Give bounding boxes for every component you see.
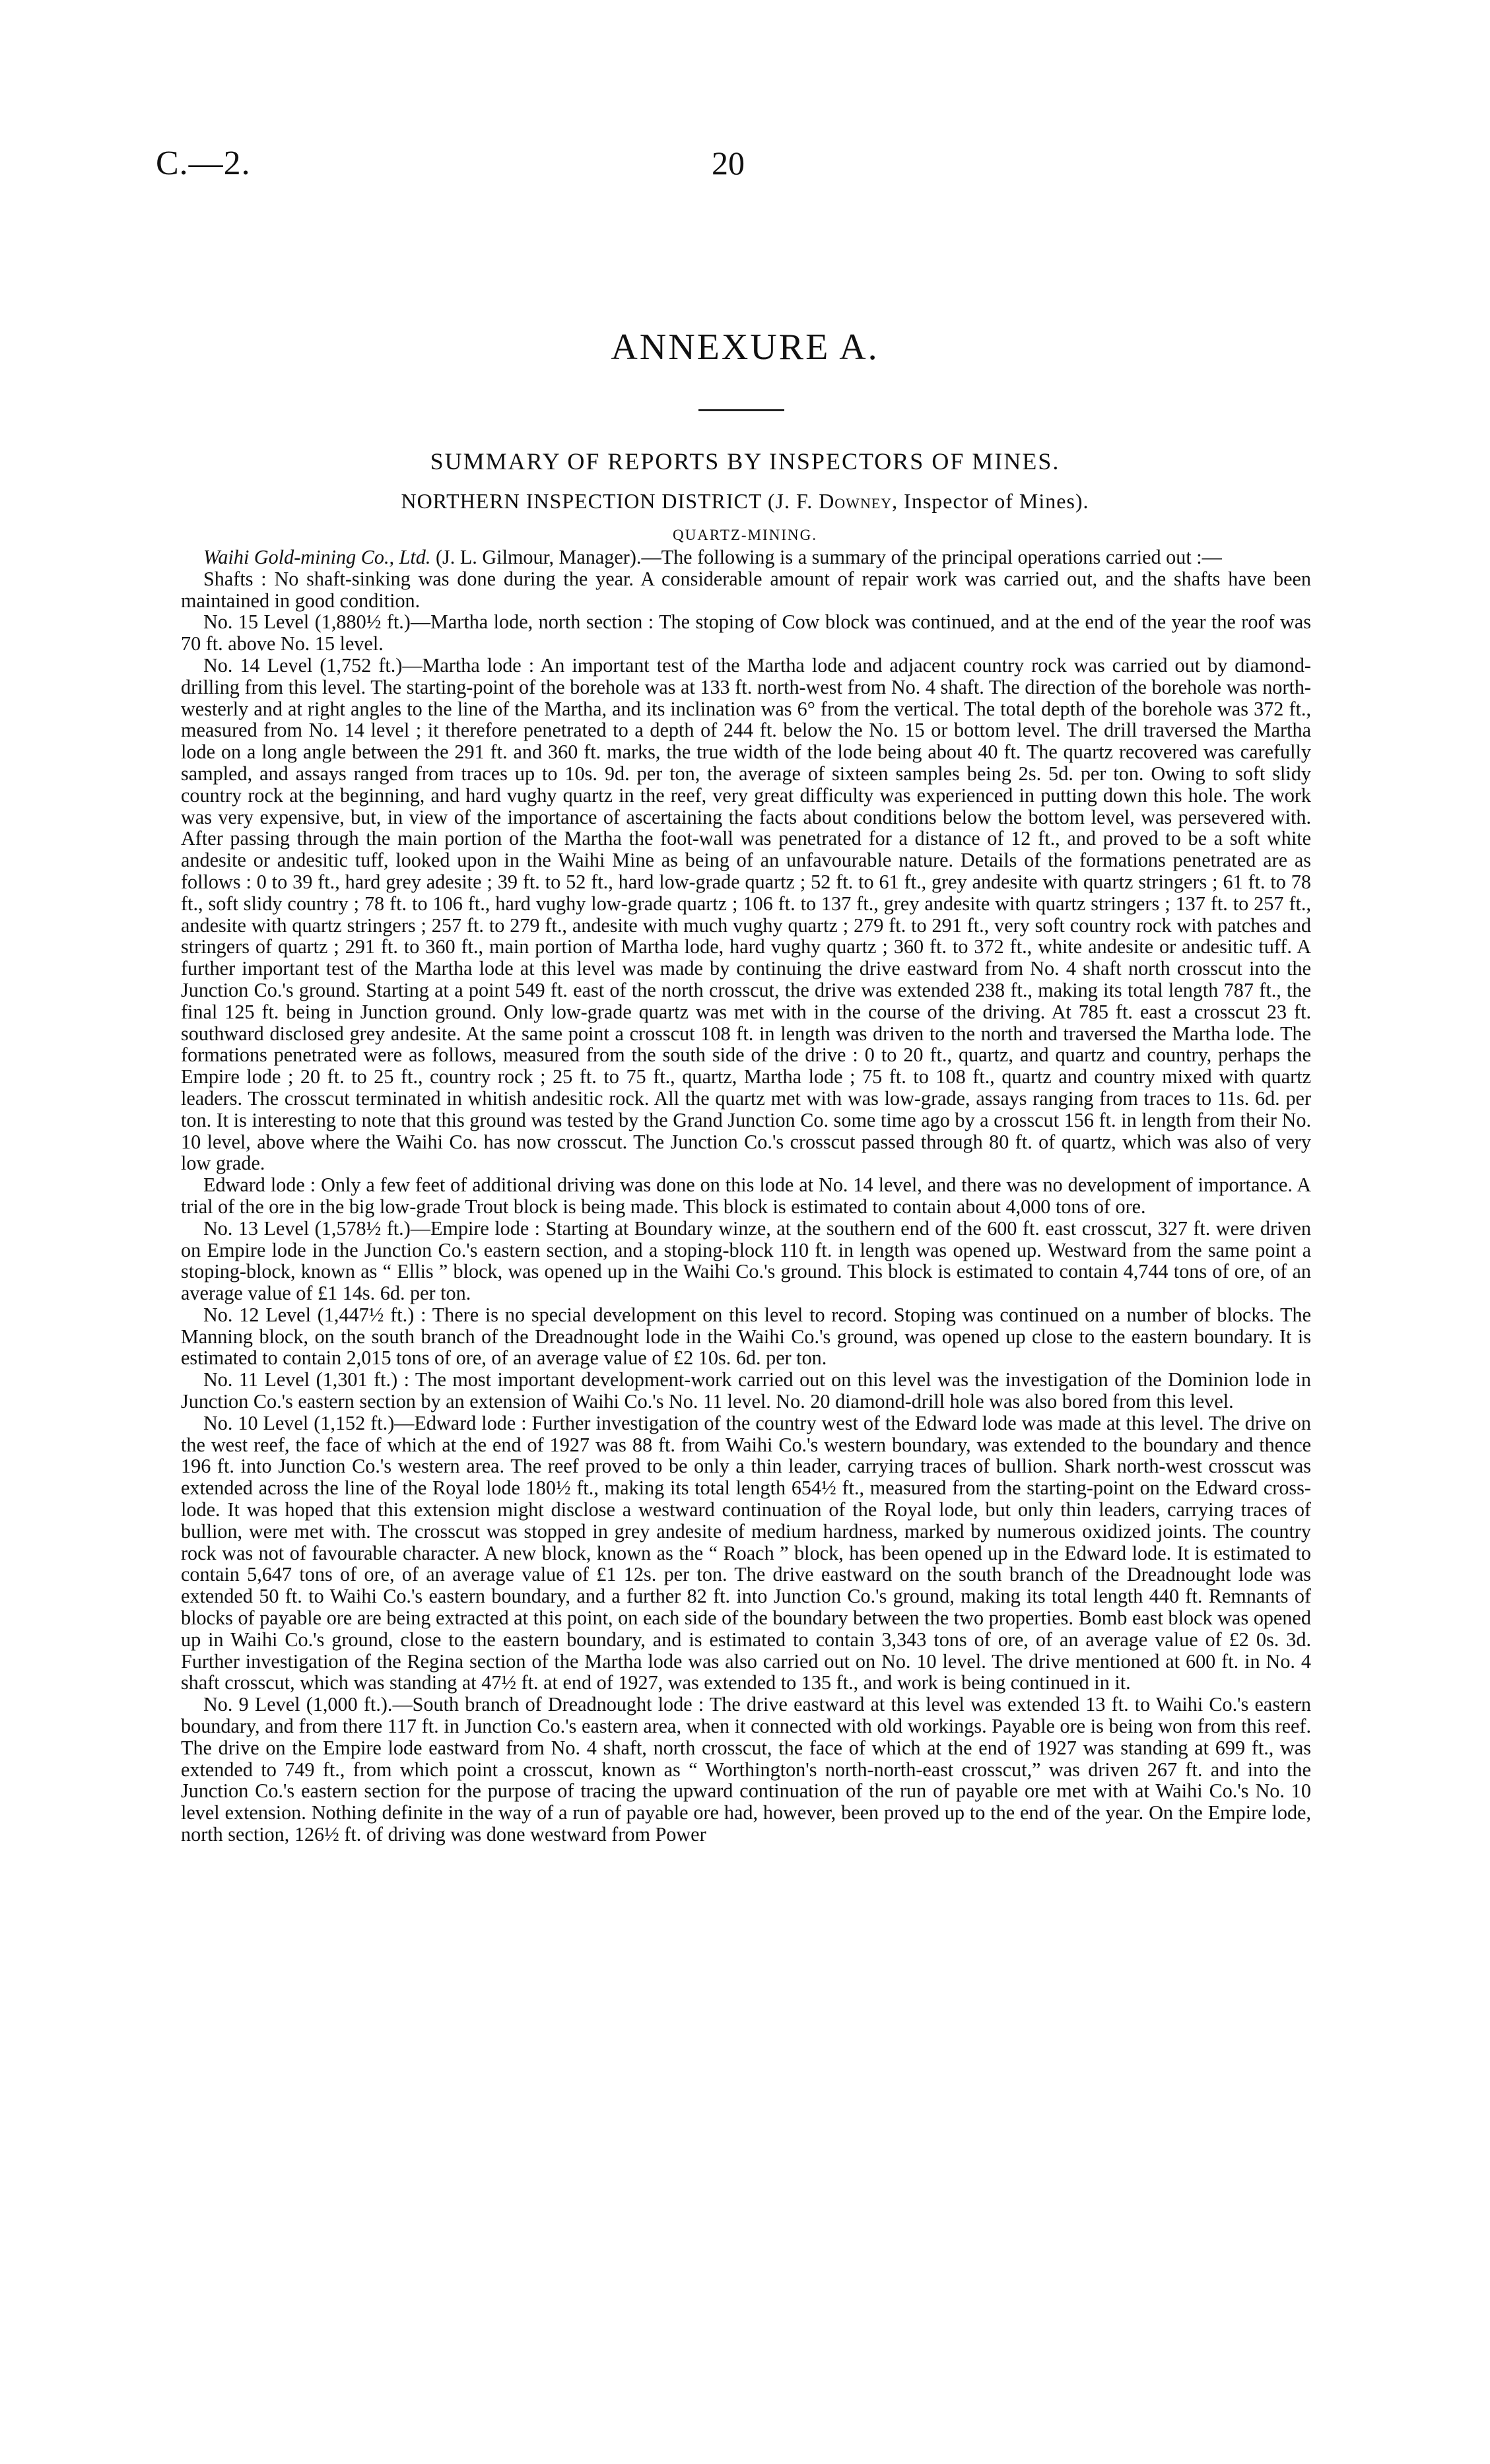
page-id: C.—2. — [156, 145, 251, 182]
district-suffix: , Inspector of Mines). — [892, 489, 1089, 513]
section-heading: QUARTZ-MINING. — [673, 527, 817, 543]
annexure-title: ANNEXURE A. — [611, 327, 879, 368]
report-body — [181, 547, 1311, 1846]
district-prefix: NORTHERN INSPECTION DISTRICT (J. F. — [401, 489, 819, 513]
inspector-name: Downey — [819, 489, 893, 513]
paragraph-shafts: Shafts : No shaft-sinking was done during the year. A considerable amount of repair work was carried out, and the shafts have been maintained in good condition. — [181, 567, 1311, 612]
intro-text: (J. L. Gilmour, Manager).—The following is a summary of the principal operations carried out :— — [430, 546, 1222, 568]
paragraph-level-12: No. 12 Level (1,447½ ft.) : There is no special development on this level to record. Stoping was continued on a number of blocks. The Manning block, on the south branch of the Dreadnought lode in the Waihi Co.'s ground, was opened up close to the eastern boundary. It is estimated to contain 2,015 tons of ore, of an average value of £2 10s. 6d. per ton. — [181, 1303, 1311, 1370]
paragraph-level-9: No. 9 Level (1,000 ft.).—South branch of Dreadnought lode : The drive eastward at this level was extended 13 ft. to Waihi Co.'s eastern boundary, and from there 117 ft. in Junction Co.'s eastern area, when it connected with old workings. Payable ore is being won from this reef. The drive on the Empire lode eastward from No. 4 shaft, north crosscut, the face of which at the end of 1927 was standing at 699 ft., was extended to 749 ft., from which point a crosscut, known as “ Worthington's north-north-east crosscut,” was driven 267 ft. and into the Junction Co.'s eastern section for the purpose of tracing the upward continuation of the run of payable ore met with at Waihi Co.'s No. 10 level extension. Nothing definite in the way of a run of payable ore had, however, been proved up to the end of the year. On the Empire lode, north section, 126½ ft. of driving was done westward from Power — [181, 1693, 1311, 1846]
title-divider — [698, 409, 784, 411]
summary-heading: SUMMARY OF REPORTS BY INSPECTORS OF MINES. — [430, 448, 1060, 475]
intro-paragraph — [181, 547, 1311, 568]
paragraph-level-14: No. 14 Level (1,752 ft.)—Martha lode : An important test of the Martha lode and adjacent country rock was carried out by diamond-drilling from this level. The starting-point of the borehole was at 133 ft. north-west from No. 4 shaft. The direction of the borehole was north-westerly and at right angles to the line of the Martha, and its inclination was 6° from the vertical. The total depth of the borehole was 372 ft., measured from No. 14 level ; it therefore penetrated to a depth of 244 ft. below the No. 15 or bottom level. The drill traversed the Martha lode on a long angle between the 291 ft. and 360 ft. marks, the true width of the lode being about 40 ft. The quartz recovered was carefully sampled, and assays ranged from traces up to 10s. 9d. per ton, the average of sixteen samples being 2s. 5d. per ton. Owing to soft slidy country rock at the beginning, and hard vughy quartz in the reef, very great difficulty was experienced in putting down this hole. The work was very expensive, but, in view of the importance of ascertaining the facts about conditions below the bottom level, was persevered with. After passing through the main portion of the Martha the foot-wall was penetrated for a distance of 12 ft., and proved to be a soft white andesite or andesitic tuff, looked upon in the Waihi Mine as being of an unfavourable nature. Details of the formations penetrated are as follows : 0 to 39 ft., hard grey adesite ; 39 ft. to 52 ft., hard low-grade quartz ; 52 ft. to 61 ft., grey andesite with quartz stringers ; 61 ft. to 78 ft., soft slidy country ; 78 ft. to 106 ft., hard vughy low-grade quartz ; 106 ft. to 137 ft., grey andesite with quartz stringers ; 137 ft. to 257 ft., andesite with quartz stringers ; 257 ft. to 279 ft., andesite with much vughy quartz ; 279 ft. to 291 ft., very soft country rock with patches and stringers of quartz ; 291 ft. to 360 ft., main portion of Martha lode, hard vughy quartz ; 360 ft. to 372 ft., white andesite or andesitic tuff. A further important test of the Martha lode at this level was made by continuing the drive eastward from No. 4 shaft north crosscut into the Junction Co.'s ground. Starting at a point 549 ft. east of the north crosscut, the drive was extended 238 ft., making its total length 787 ft., the final 125 ft. being in Junction ground. Only low-grade quartz was met with in the course of the driving. At 785 ft. east a crosscut 23 ft. southward disclosed grey andesite. At the same point a crosscut 108 ft. in length was driven to the north and traversed the Martha lode. The formations penetrated were as follows, measured from the south side of the drive : 0 to 20 ft., quartz, and quartz and country, perhaps the Empire lode ; 20 ft. to 25 ft., country rock ; 25 ft. to 75 ft., quartz, Martha lode ; 75 ft. to 108 ft., quartz and country mixed with quartz leaders. The crosscut terminated in whitish andesitic rock. All the quartz met with was low-grade, assays ranging from traces to 11s. 6d. per ton. It is interesting to note that this ground was tested by the Grand Junction Co. some time ago by a crosscut 156 ft. in length from their No. 10 level, above where the Waihi Co. has now crosscut. The Junction Co.'s crosscut passed through 80 ft. of quartz, which was also of very low grade. — [181, 653, 1311, 1175]
paragraph-level-10: No. 10 Level (1,152 ft.)—Edward lode : Further investigation of the country west of the Edward lode was made at this level. The drive on the west reef, the face of which at the end of 1927 was 88 ft. from Waihi Co.'s western boundary, was extended to the boundary and thence 196 ft. into Junction Co.'s western area. The reef proved to be only a thin leader, carrying traces of bullion. Shark north-west crosscut was extended across the line of the Royal lode 180½ ft., making its total length 654½ ft., measured from the starting-point on the Edward cross-lode. It was hoped that this extension might disclose a westward continuation of the Royal lode, but only thin leaders, carrying traces of bullion, were met with. The crosscut was stopped in grey andesite of medium hardness, marked by numerous oxidized joints. The country rock was not of favourable character. A new block, known as the “ Roach ” block, has been opened up in the Edward lode. It is estimated to contain 5,647 tons of ore, of an average value of £1 12s. per ton. The drive eastward on the south branch of the Dreadnought lode was extended 50 ft. to Waihi Co.'s eastern boundary, and a further 82 ft. into Junction Co.'s ground, making its total length 440 ft. Remnants of blocks of payable ore are being extracted at this point, on each side of the boundary between the two properties. Bomb east block was opened up in Waihi Co.'s ground, close to the eastern boundary, and is estimated to contain 3,343 tons of ore, of an average value of £2 0s. 3d. Further investigation of the Regina section of the Martha lode was also carried out on No. 10 level. The drive mentioned at 600 ft. in No. 4 shaft crosscut, which was standing at 47½ ft. at end of 1927, was extended to 135 ft., and work is being continued in it. — [181, 1411, 1311, 1694]
page-number: 20 — [712, 145, 745, 182]
company-name: Waihi Gold-mining Co., Ltd. — [203, 546, 431, 568]
paragraph-level-13: No. 13 Level (1,578½ ft.)—Empire lode : Starting at Boundary winze, at the southern end of the 600 ft. east crosscut, 327 ft. were driven on Empire lode in the Junction Co.'s eastern section, and a stoping-block 110 ft. in length was opened up. Westward from the same point a stoping-block, known as “ Ellis ” block, was opened up in the Waihi Co.'s ground. This block is estimated to contain 4,744 tons of ore, of an average value of £1 14s. 6d. per ton. — [181, 1216, 1311, 1305]
district-heading — [0, 489, 1490, 514]
paragraph-level-15: No. 15 Level (1,880½ ft.)—Martha lode, north section : The stoping of Cow block was continued, and at the end of the year the roof was 70 ft. above No. 15 level. — [181, 611, 1311, 655]
paragraph-edward-lode: Edward lode : Only a few feet of additional driving was done on this lode at No. 14 level, and there was no development of importance. A trial of the ore in the big low-grade Trout block is being made. This block is estimated to contain about 4,000 tons of ore. — [181, 1174, 1311, 1218]
paragraph-level-11: No. 11 Level (1,301 ft.) : The most important development-work carried out on this level was the investigation of the Dominion lode in Junction Co.'s eastern section by an extension of Waihi Co.'s No. 11 level. No. 20 diamond-drill hole was also bored from this level. — [181, 1368, 1311, 1413]
